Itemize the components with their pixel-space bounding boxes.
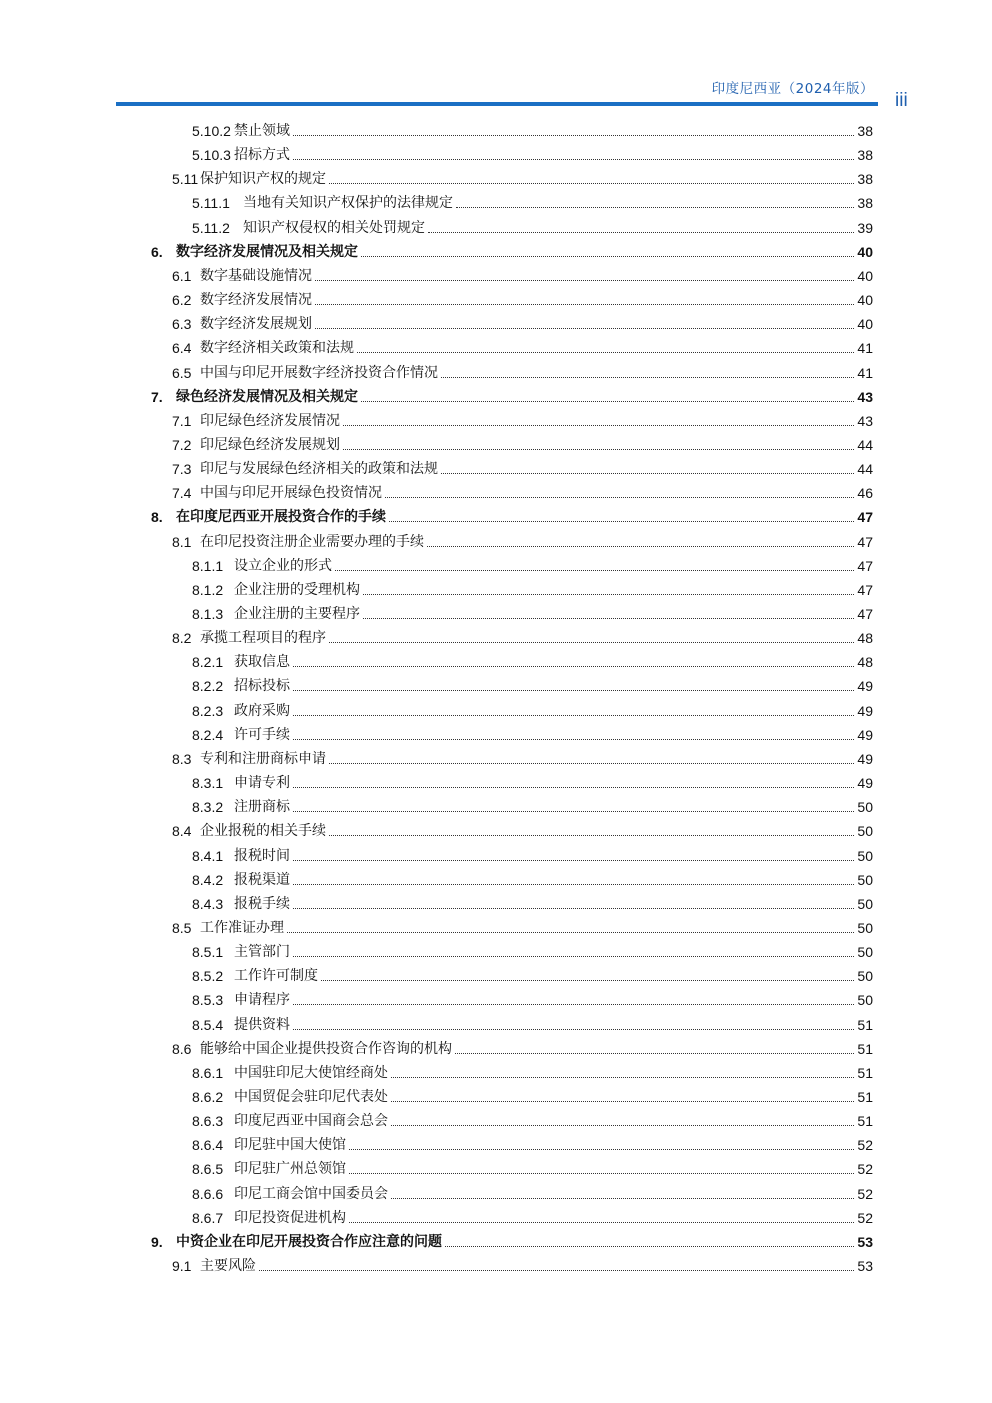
toc-entry-page: 53 [854, 1233, 873, 1251]
toc-dot-leader [329, 835, 864, 836]
toc-dot-leader [349, 1173, 864, 1174]
toc-entry-title: 在印尼投资注册企业需要办理的手续 [200, 533, 427, 551]
toc-entry-number: 8.1 [172, 533, 194, 551]
toc-dot-leader [427, 546, 864, 547]
toc-entry[interactable] [0, 1134, 992, 1156]
toc-entry[interactable] [0, 965, 992, 987]
toc-entry-number: 8.6.4 [192, 1136, 226, 1154]
toc-entry-number: 8.4.1 [192, 847, 226, 865]
toc-entry-number: 7.3 [172, 460, 194, 478]
toc-entry-title: 获取信息 [234, 653, 293, 671]
toc-entry-page: 50 [854, 991, 873, 1009]
toc-entry[interactable] [0, 1158, 992, 1180]
toc-entry-number: 5.10.2 [192, 122, 234, 140]
toc-entry-title: 数字经济发展情况及相关规定 [176, 243, 361, 261]
toc-entry[interactable] [0, 362, 992, 384]
toc-entry-number: 8.2.1 [192, 653, 226, 671]
toc-entry[interactable] [0, 265, 992, 287]
toc-entry-title: 许可手续 [234, 726, 293, 744]
toc-entry-page: 48 [854, 653, 873, 671]
toc-entry[interactable] [0, 192, 992, 214]
toc-entry-title: 中国与印尼开展数字经济投资合作情况 [200, 364, 441, 382]
toc-entry[interactable] [0, 845, 992, 867]
toc-entry-page: 53 [854, 1257, 873, 1275]
toc-entry[interactable] [0, 482, 992, 504]
toc-entry-number: 8.6.6 [192, 1185, 226, 1203]
toc-entry-number: 6. [151, 243, 166, 261]
toc-entry-title: 专利和注册商标申请 [200, 750, 329, 768]
toc-entry[interactable] [0, 1183, 992, 1205]
toc-entry-title: 提供资料 [234, 1016, 293, 1034]
toc-entry[interactable] [0, 555, 992, 577]
toc-entry-page: 51 [854, 1040, 873, 1058]
toc-entry-title: 招标方式 [234, 146, 293, 164]
toc-dot-leader [293, 860, 864, 861]
toc-entry-page: 51 [854, 1016, 873, 1034]
toc-entry-page: 40 [854, 267, 873, 285]
toc-entry[interactable] [0, 386, 992, 408]
toc-entry-title: 绿色经济发展情况及相关规定 [176, 388, 361, 406]
toc-entry[interactable] [0, 796, 992, 818]
toc-dot-leader [293, 908, 864, 909]
toc-entry-title: 报税时间 [234, 847, 293, 865]
toc-entry-title: 印尼绿色经济发展情况 [200, 412, 343, 430]
toc-entry-page: 47 [854, 533, 873, 551]
toc-entry-page: 40 [854, 291, 873, 309]
toc-entry-page: 49 [854, 750, 873, 768]
toc-dot-leader [293, 1029, 864, 1030]
toc-dot-leader [391, 1198, 864, 1199]
toc-entry[interactable] [0, 651, 992, 673]
toc-entry-page: 52 [854, 1136, 873, 1154]
toc-entry-page: 38 [854, 146, 873, 164]
toc-dot-leader [293, 690, 864, 691]
toc-entry-number: 8.2.4 [192, 726, 226, 744]
toc-entry-number: 8.3.2 [192, 798, 226, 816]
toc-entry[interactable] [0, 941, 992, 963]
toc-entry[interactable] [0, 1014, 992, 1036]
toc-entry-number: 8.4 [172, 822, 194, 840]
toc-entry-page: 51 [854, 1064, 873, 1082]
toc-entry-number: 8.6.3 [192, 1112, 226, 1130]
toc-dot-leader [293, 666, 864, 667]
toc-entry-number: 8.6.5 [192, 1160, 226, 1178]
toc-dot-leader [385, 497, 864, 498]
toc-entry-page: 52 [854, 1185, 873, 1203]
toc-entry-number: 5.11 [172, 170, 201, 188]
toc-entry-title: 中国贸促会驻印尼代表处 [234, 1088, 391, 1106]
toc-dot-leader [335, 570, 864, 571]
toc-entry-title: 报税渠道 [234, 871, 293, 889]
toc-entry-page: 49 [854, 677, 873, 695]
toc-entry[interactable] [0, 531, 992, 553]
toc-dot-leader [349, 1149, 864, 1150]
toc-entry[interactable] [0, 893, 992, 915]
toc-entry-page: 49 [854, 774, 873, 792]
toc-dot-leader [391, 1077, 864, 1078]
toc-entry-title: 印尼驻广州总领馆 [234, 1160, 349, 1178]
toc-entry-page: 47 [854, 508, 873, 526]
toc-dot-leader [315, 280, 864, 281]
toc-dot-leader [349, 1222, 864, 1223]
toc-dot-leader [391, 1101, 864, 1102]
toc-dot-leader [293, 739, 864, 740]
toc-entry-title: 招标投标 [234, 677, 293, 695]
toc-dot-leader [363, 594, 864, 595]
toc-entry[interactable] [0, 1062, 992, 1084]
toc-entry-page: 38 [854, 170, 873, 188]
header-divider [116, 102, 878, 106]
toc-entry-page: 50 [854, 847, 873, 865]
toc-entry-title: 数字经济相关政策和法规 [200, 339, 357, 357]
toc-entry-number: 8.3 [172, 750, 194, 768]
toc-entry-number: 7.1 [172, 412, 194, 430]
toc-entry-number: 7.2 [172, 436, 194, 454]
toc-entry[interactable] [0, 337, 992, 359]
toc-entry-title: 承揽工程项目的程序 [200, 629, 329, 647]
toc-entry-page: 50 [854, 798, 873, 816]
toc-entry-number: 8.2.2 [192, 677, 226, 695]
toc-dot-leader [361, 401, 864, 402]
toc-entry-page: 48 [854, 629, 873, 647]
toc-entry-page: 52 [854, 1209, 873, 1227]
toc-dot-leader [455, 1053, 864, 1054]
header-title: 印度尼西亚（2024年版） [711, 81, 874, 97]
toc-entry-number: 8.1.1 [192, 557, 226, 575]
toc-entry-title: 中国驻印尼大使馆经商处 [234, 1064, 391, 1082]
toc-entry[interactable] [0, 1255, 992, 1277]
toc-entry-title: 企业注册的受理机构 [234, 581, 363, 599]
toc-entry-title: 报税手续 [234, 895, 293, 913]
toc-entry-title: 印尼绿色经济发展规划 [200, 436, 343, 454]
toc-entry-number: 8.5.3 [192, 991, 226, 1009]
toc-entry-number: 8.1.2 [192, 581, 226, 599]
toc-entry-title: 印度尼西亚中国商会总会 [234, 1112, 391, 1130]
toc-entry-page: 41 [854, 364, 873, 382]
toc-entry[interactable] [0, 217, 992, 239]
toc-entry-number: 9. [151, 1233, 166, 1251]
toc-entry-number: 8.3.1 [192, 774, 226, 792]
toc-dot-leader [315, 328, 864, 329]
toc-dot-leader [315, 304, 864, 305]
toc-entry-title: 印尼与发展绿色经济相关的政策和法规 [200, 460, 441, 478]
toc-entry[interactable] [0, 724, 992, 746]
toc-entry-page: 47 [854, 557, 873, 575]
toc-entry-number: 7. [151, 388, 166, 406]
toc-entry[interactable] [0, 144, 992, 166]
toc-dot-leader [293, 1004, 864, 1005]
toc-entry-number: 8.4.3 [192, 895, 226, 913]
toc-entry[interactable] [0, 579, 992, 601]
toc-entry-number: 8.5.4 [192, 1016, 226, 1034]
toc-entry-page: 46 [854, 484, 873, 502]
toc-entry-number: 8.5.2 [192, 967, 226, 985]
toc-entry-number: 5.11.2 [192, 219, 233, 237]
toc-entry[interactable] [0, 1038, 992, 1060]
toc-entry-page: 50 [854, 943, 873, 961]
toc-entry-page: 39 [854, 219, 873, 237]
toc-entry-page: 51 [854, 1088, 873, 1106]
toc-entry-page: 52 [854, 1160, 873, 1178]
toc-entry-number: 6.2 [172, 291, 194, 309]
toc-entry-number: 8.6 [172, 1040, 194, 1058]
toc-entry[interactable] [0, 313, 992, 335]
toc-entry-title: 中资企业在印尼开展投资合作应注意的问题 [176, 1233, 445, 1251]
toc-entry[interactable] [0, 289, 992, 311]
toc-entry-page: 41 [854, 339, 873, 357]
toc-entry-title: 印尼驻中国大使馆 [234, 1136, 349, 1154]
toc-entry[interactable] [0, 700, 992, 722]
toc-entry[interactable] [0, 458, 992, 480]
toc-entry-number: 8.5 [172, 919, 194, 937]
toc-entry-title: 中国与印尼开展绿色投资情况 [200, 484, 385, 502]
toc-entry-title: 主管部门 [234, 943, 293, 961]
toc-entry-number: 8.2.3 [192, 702, 226, 720]
toc-dot-leader [456, 207, 864, 208]
toc-entry-title: 印尼工商会馆中国委员会 [234, 1185, 391, 1203]
toc-dot-leader [389, 521, 864, 522]
toc-entry-title: 设立企业的形式 [234, 557, 335, 575]
toc-entry-number: 8.4.2 [192, 871, 226, 889]
toc-entry-number: 5.11.1 [192, 194, 233, 212]
toc-entry[interactable] [0, 820, 992, 842]
toc-entry-number: 8.6.2 [192, 1088, 226, 1106]
toc-dot-leader [293, 715, 864, 716]
toc-entry[interactable] [0, 506, 992, 528]
toc-dot-leader [293, 811, 864, 812]
toc-dot-leader [293, 884, 864, 885]
toc-entry-title: 印尼投资促进机构 [234, 1209, 349, 1227]
toc-entry[interactable] [0, 1231, 992, 1253]
toc-entry-page: 49 [854, 726, 873, 744]
toc-entry-title: 能够给中国企业提供投资合作咨询的机构 [200, 1040, 455, 1058]
toc-entry[interactable] [0, 1110, 992, 1132]
toc-entry[interactable] [0, 917, 992, 939]
toc-entry-page: 50 [854, 967, 873, 985]
toc-dot-leader [293, 787, 864, 788]
toc-entry-page: 47 [854, 605, 873, 623]
toc-entry-title: 知识产权侵权的相关处罚规定 [243, 219, 428, 237]
toc-entry-title: 工作准证办理 [200, 919, 287, 937]
toc-entry-page: 44 [854, 460, 873, 478]
toc-entry[interactable] [0, 627, 992, 649]
toc-entry-title: 企业报税的相关手续 [200, 822, 329, 840]
toc-dot-leader [287, 932, 864, 933]
toc-dot-leader [445, 1246, 864, 1247]
toc-entry-title: 数字基础设施情况 [200, 267, 315, 285]
toc-dot-leader [441, 473, 864, 474]
toc-entry-number: 6.5 [172, 364, 194, 382]
toc-dot-leader [441, 377, 864, 378]
toc-entry-number: 8.1.3 [192, 605, 226, 623]
toc-entry-title: 注册商标 [234, 798, 293, 816]
toc-entry-title: 申请专利 [234, 774, 293, 792]
toc-entry-page: 50 [854, 822, 873, 840]
toc-entry[interactable] [0, 869, 992, 891]
toc-dot-leader [329, 763, 864, 764]
toc-entry-page: 50 [854, 919, 873, 937]
toc-entry-title: 工作许可制度 [234, 967, 321, 985]
toc-entry[interactable] [0, 120, 992, 142]
toc-entry[interactable] [0, 410, 992, 432]
toc-entry[interactable] [0, 434, 992, 456]
toc-entry-page: 49 [854, 702, 873, 720]
toc-entry-title: 数字经济发展规划 [200, 315, 315, 333]
toc-dot-leader [329, 642, 864, 643]
toc-dot-leader [343, 425, 864, 426]
toc-entry-title: 政府采购 [234, 702, 293, 720]
toc-entry-number: 7.4 [172, 484, 194, 502]
toc-entry[interactable] [0, 748, 992, 770]
toc-entry-page: 43 [854, 388, 873, 406]
toc-dot-leader [343, 449, 864, 450]
toc-dot-leader [329, 183, 864, 184]
toc-dot-leader [361, 256, 864, 257]
toc-dot-leader [293, 159, 864, 160]
toc-entry-title: 申请程序 [234, 991, 293, 1009]
toc-dot-leader [391, 1125, 864, 1126]
toc-entry-title: 禁止领域 [234, 122, 293, 140]
toc-entry-title: 在印度尼西亚开展投资合作的手续 [176, 508, 389, 526]
toc-entry-number: 6.1 [172, 267, 194, 285]
toc-dot-leader [363, 618, 864, 619]
toc-entry[interactable] [0, 675, 992, 697]
toc-entry-page: 47 [854, 581, 873, 599]
toc-entry-title: 数字经济发展情况 [200, 291, 315, 309]
toc-entry-page: 38 [854, 122, 873, 140]
toc-entry[interactable] [0, 241, 992, 263]
toc-dot-leader [293, 956, 864, 957]
toc-entry-page: 50 [854, 895, 873, 913]
toc-dot-leader [428, 232, 864, 233]
toc-entry-page: 44 [854, 436, 873, 454]
toc-entry-number: 8.6.1 [192, 1064, 226, 1082]
toc-entry-title: 当地有关知识产权保护的法律规定 [243, 194, 456, 212]
toc-entry[interactable] [0, 772, 992, 794]
page-number: iii [895, 90, 908, 111]
toc-dot-leader [357, 352, 864, 353]
toc-entry-number: 6.3 [172, 315, 194, 333]
toc-entry-number: 8.5.1 [192, 943, 226, 961]
toc-dot-leader [293, 135, 864, 136]
toc-entry-number: 8.2 [172, 629, 194, 647]
toc-entry[interactable] [0, 603, 992, 625]
toc-entry-page: 43 [854, 412, 873, 430]
toc-entry-page: 51 [854, 1112, 873, 1130]
toc-entry-number: 6.4 [172, 339, 194, 357]
toc-entry-page: 40 [854, 243, 873, 261]
toc-entry[interactable] [0, 989, 992, 1011]
toc-entry[interactable] [0, 1086, 992, 1108]
toc-entry-title: 企业注册的主要程序 [234, 605, 363, 623]
toc-entry-page: 50 [854, 871, 873, 889]
toc-entry[interactable] [0, 168, 992, 190]
toc-entry-title: 主要风险 [200, 1257, 259, 1275]
toc-entry-title: 保护知识产权的规定 [200, 170, 329, 188]
toc-entry-number: 8.6.7 [192, 1209, 226, 1227]
toc-entry-page: 38 [854, 194, 873, 212]
toc-dot-leader [321, 980, 864, 981]
toc-entry-number: 9.1 [172, 1257, 194, 1275]
toc-entry-number: 5.10.3 [192, 146, 234, 164]
toc-dot-leader [259, 1270, 864, 1271]
toc-entry[interactable] [0, 1207, 992, 1229]
toc-entry-page: 40 [854, 315, 873, 333]
toc-entry-number: 8. [151, 508, 166, 526]
